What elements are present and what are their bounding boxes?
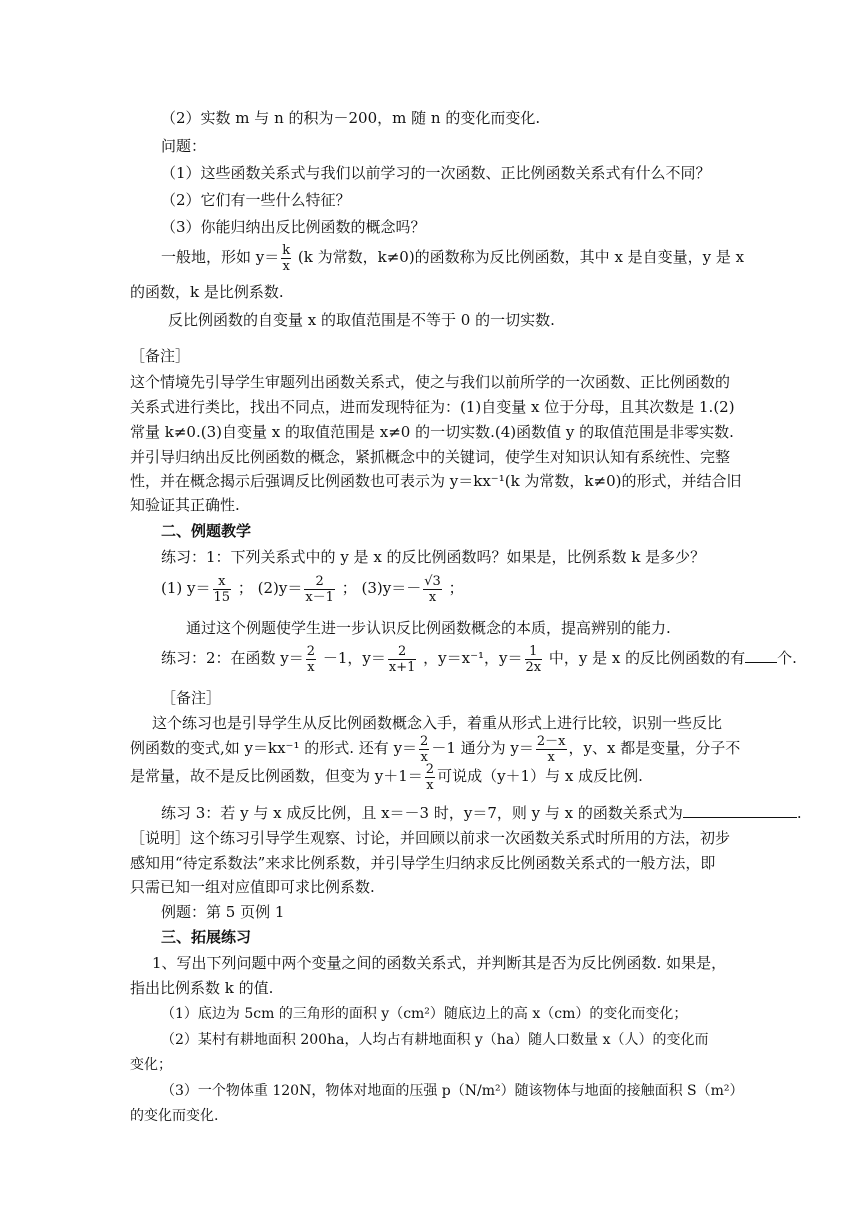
fraction: $\frac{x}{15}$ [213, 573, 231, 605]
explain-line: ［说明］这个练习引导学生观察、讨论，并回顾以前求一次函数关系式时所用的方法，初步 [130, 829, 731, 847]
note-line: 性，并在概念揭示后强调反比例函数也可表示为 y＝kx⁻¹(k 为常数，k≠0)的形式，并结合旧 [130, 472, 742, 490]
fraction: $\frac{2}{x-1}$ [305, 573, 334, 605]
text-line: 变化； [130, 1057, 172, 1073]
text-line: （3）你能归纳出反比例函数的概念吗？ [161, 218, 426, 236]
fraction: $\frac{2}{x}$ [425, 761, 435, 793]
note-line: 这个练习也是引导学生从反比例函数概念入手，着重从形式上进行比较，识别一些反比 [152, 714, 723, 732]
text-line: （1）这些函数关系式与我们以前学习的一次函数、正比例函数关系式有什么不同？ [161, 164, 711, 182]
text-line: 问题： [161, 137, 207, 155]
fraction: $\frac{2}{x}$ [420, 733, 429, 765]
note-line: 关系式进行类比，找出不同点，进而发现特征为：(1)自变量 x 位于分母，且其次数是 1.(2) [130, 398, 735, 416]
answer-blank [683, 803, 797, 818]
fraction: $\frac{2-x}{x}$ [536, 733, 566, 765]
section-heading: 二、例题教学 [161, 522, 252, 540]
fraction: $\frac{1}{2x}$ [525, 643, 542, 675]
note-heading: ［备注］ [130, 347, 191, 365]
text-line: （2）某村有耕地面积 200ha，人均占有耕地面积 y（ha）随人口数量 x（人）的变化而 [161, 1032, 709, 1048]
note-line: 是常量，故不是反比例函数，但变为 y＋1＝ $\frac{2}{x}$ 可说成（y＋1）与 x 成反比例. [130, 761, 643, 793]
fraction-k-over-x: $\frac{k}{x}$ [282, 242, 291, 274]
text-line: 通过这个例题使学生进一步认识反比例函数概念的本质，提高辨别的能力. [186, 619, 671, 637]
exercise-options: (1) y＝ $\frac{x}{15}$ ； (2)y＝ $\frac{2}{x-1}$ ； (3)y＝－ $\frac{√3}{x}$ ； [161, 573, 464, 605]
note-line: 常量 k≠0.(3)自变量 x 的取值范围是 x≠0 的一切实数.(4)函数值 y 的取值范围是非零实数. [130, 423, 734, 441]
note-line: 知验证其正确性. [130, 496, 240, 514]
note-heading: ［备注］ [161, 689, 222, 707]
fraction: $\frac{2}{x+1}$ [388, 643, 416, 675]
note-line: 并引导归纳出反比例函数的概念，紧抓概念中的关键词，使学生对知识认知有系统性、完整 [130, 448, 731, 466]
text-line: 反比例函数的自变量 x 的取值范围是不等于 0 的一切实数. [168, 311, 555, 329]
answer-blank [745, 648, 777, 663]
exercise-3: 练习 3：若 y 与 x 成反比例，且 x＝－3 时，y＝7，则 y 与 x 的函数关系式为 . [161, 804, 802, 822]
fraction: $\frac{√3}{x}$ [424, 573, 441, 605]
example-line: 例题：第 5 页例 1 [161, 903, 285, 921]
exercise-2: 练习：2：在函数 y＝ $\frac{2}{x}$ －1，y＝ $\frac{2}{x+1}$ ，y＝x⁻¹，y＝ $\frac{1}{2x}$ 中，y 是 x 的反比例函数的有 个. [161, 643, 797, 675]
text-line: （2）它们有一些什么特征？ [161, 191, 351, 209]
section-heading: 三、拓展练习 [161, 928, 252, 946]
note-line: 例函数的变式,如 y＝kx⁻¹ 的形式. 还有 y＝ $\frac{2}{x}$ －1 通分为 y＝ $\frac{2-x}{x}$ ，y、x 都是变量，分子不 [130, 733, 741, 765]
note-line: 这个情境先引导学生审题列出函数关系式，使之与我们以前所学的一次函数、正比例函数的 [130, 373, 731, 391]
explain-line: 只需已知一组对应值即可求比例系数. [130, 878, 375, 896]
definition-line: 一般地，形如 y＝ $\frac{k}{x}$ (k 为常数，k≠0)的函数称为反比例函数，其中 x 是自变量，y 是 x [161, 242, 745, 274]
text-line: 的变化而变化. [130, 1108, 219, 1124]
text-line: （3）一个物体重 120N，物体对地面的压强 p（N/m²）随该物体与地面的接触面积 S（m²） [161, 1083, 744, 1099]
fraction: $\frac{2}{x}$ [306, 643, 316, 675]
text-line: 1、写出下列问题中两个变量之间的函数关系式，并判断其是否为反比例函数. 如果是， [152, 954, 727, 972]
text-line: （2）实数 m 与 n 的积为－200，m 随 n 的变化而变化. [161, 109, 541, 127]
explain-line: 感知用“待定系数法”来求比例系数，并引导学生归纳求反比例函数关系式的一般方法，即 [130, 854, 716, 872]
exercise-question: 练习：1：下列关系式中的 y 是 x 的反比例函数吗？如果是，比例系数 k 是多少？ [161, 548, 706, 566]
text-line: 的函数，k 是比例系数. [130, 283, 284, 301]
text-line: （1）底边为 5cm 的三角形的面积 y（cm²）随底边上的高 x（cm）的变化而变化； [161, 1006, 688, 1022]
text-line: 指出比例系数 k 的值. [130, 979, 274, 997]
